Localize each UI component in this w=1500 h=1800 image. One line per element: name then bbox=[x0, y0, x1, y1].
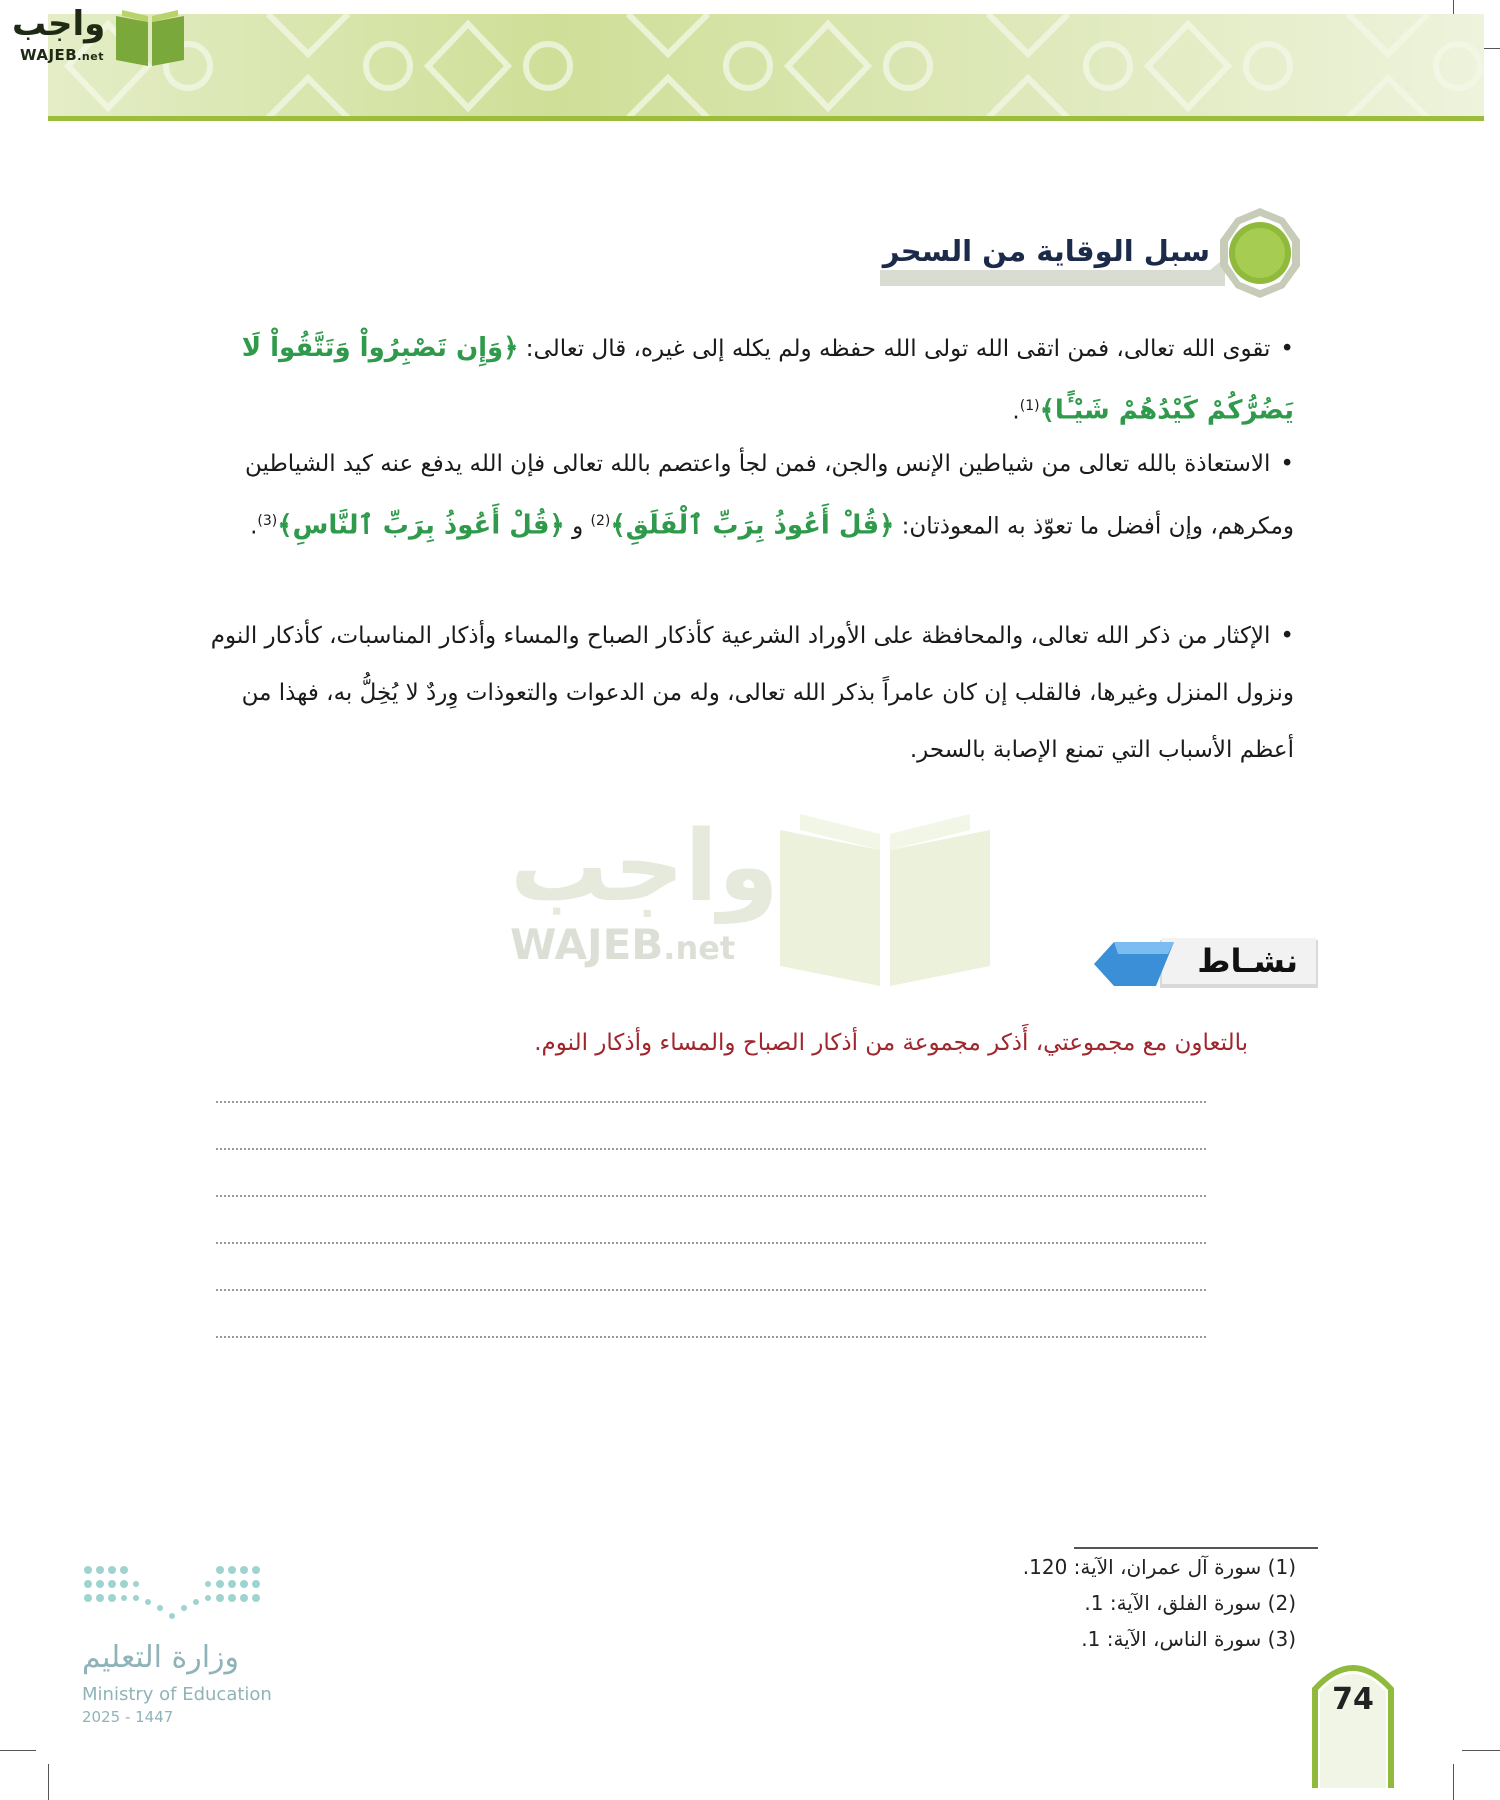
ministry-logo bbox=[80, 1560, 280, 1730]
crop-mark bbox=[1462, 1750, 1500, 1751]
ministry-arabic: وزارة التعليم bbox=[82, 1640, 240, 1675]
footnote-ref[interactable]: (3) bbox=[257, 513, 278, 529]
ministry-year: 2025 - 1447 bbox=[82, 1708, 174, 1726]
banner-pattern bbox=[48, 14, 1484, 118]
bullet-text: الإكثار من ذكر الله تعالى، والمحافظة على الأوراد الشرعية كأذكار الصباح والمساء وأذكار المناسبات، كأذكار النوم ونزول المنزل وغيرها، فالقلب إن كان عامراً بذكر الله تعالى، وله من الدعوات والتعوذات وِردٌ لا يُخِلُّ به، فهذا من أعظم الأسباب التي تمنع الإصابة بالسحر. bbox=[210, 623, 1294, 763]
crop-mark bbox=[48, 1764, 49, 1800]
activity-label: نشـاط bbox=[1197, 942, 1298, 980]
bullet-punct: . bbox=[250, 513, 258, 540]
footnote-rule bbox=[1074, 1547, 1318, 1549]
section-heading bbox=[880, 206, 1310, 300]
bullet-dot-icon: • bbox=[1280, 623, 1294, 649]
section-title: سبل الوقاية من السحر bbox=[882, 234, 1210, 268]
watermark-book-icon bbox=[770, 810, 1000, 990]
ministry-english: Ministry of Education bbox=[82, 1684, 272, 1705]
answer-line[interactable] bbox=[216, 1242, 1206, 1244]
bullet-punct: . bbox=[1012, 398, 1020, 425]
bullet-text: تقوى الله تعالى، فمن اتقى الله تولى الله حفظه ولم يكله إلى غيره، قال تعالى: bbox=[525, 336, 1271, 362]
page-tab-shape bbox=[1310, 1648, 1396, 1788]
bullet-dot-icon: • bbox=[1280, 336, 1294, 362]
bullet-dot-icon: • bbox=[1280, 451, 1294, 477]
banner-rule bbox=[48, 116, 1484, 121]
answer-line[interactable] bbox=[216, 1336, 1206, 1338]
quran-verse: ﴿قُلْ أَعُوذُ بِرَبِّ ٱلنَّاسِ﴾ bbox=[277, 510, 565, 541]
activity-tab bbox=[1090, 936, 1318, 990]
quran-verse: ﴿قُلْ أَعُوذُ بِرَبِّ ٱلْفَلَقِ﴾ bbox=[610, 510, 895, 541]
bullet-item bbox=[198, 320, 1294, 441]
bullet-item bbox=[198, 436, 1294, 556]
answer-line[interactable] bbox=[216, 1289, 1206, 1291]
ministry-dots-icon bbox=[80, 1560, 270, 1630]
book-icon bbox=[112, 8, 188, 68]
logo-latin: WAJEB.net bbox=[20, 46, 104, 64]
header-banner bbox=[48, 14, 1484, 118]
crop-mark bbox=[0, 1750, 36, 1751]
footnote-ref[interactable]: (2) bbox=[590, 513, 611, 529]
activity-prompt: بالتعاون مع مجموعتي، أَذكر مجموعة من أذكار الصباح والمساء وأذكار النوم. bbox=[534, 1030, 1248, 1056]
connector-text: و bbox=[572, 513, 584, 540]
bullet-item bbox=[198, 608, 1294, 779]
footnote: (1) سورة آل عمران، الآية: 120. bbox=[1022, 1555, 1296, 1579]
watermark-latin: WAJEB.net bbox=[510, 920, 736, 969]
wajeb-watermark bbox=[500, 810, 1020, 990]
footnote-ref[interactable]: (1) bbox=[1019, 398, 1040, 414]
answer-line[interactable] bbox=[216, 1195, 1206, 1197]
wajeb-logo[interactable] bbox=[8, 6, 188, 68]
footnote: (3) سورة الناس، الآية: 1. bbox=[1081, 1627, 1296, 1651]
answer-line[interactable] bbox=[216, 1148, 1206, 1150]
crop-mark bbox=[1453, 1764, 1454, 1800]
footnote: (2) سورة الفلق، الآية: 1. bbox=[1084, 1591, 1296, 1615]
quran-verse: ﴿وَإِن تَصْبِرُواْ وَتَتَّقُواْ لَا يَضُرُّكُمْ كَيْدُهُمْ شَيْـًٔا﴾ bbox=[241, 333, 1294, 426]
bullet-text: الاستعاذة بالله تعالى من شياطين الإنس والجن، فمن لجأ واعتصم بالله تعالى فإن الله يدفع عنه كيد الشياطين ومكرهم، وإن أفضل ما تعوّذ به المعوذتان: bbox=[245, 451, 1294, 540]
answer-line[interactable] bbox=[216, 1101, 1206, 1103]
watermark-arabic: واجب bbox=[510, 810, 779, 924]
page-number: 74 bbox=[1332, 1682, 1374, 1717]
page-number-tab bbox=[1310, 1648, 1396, 1788]
logo-arabic: واجب bbox=[12, 4, 106, 44]
